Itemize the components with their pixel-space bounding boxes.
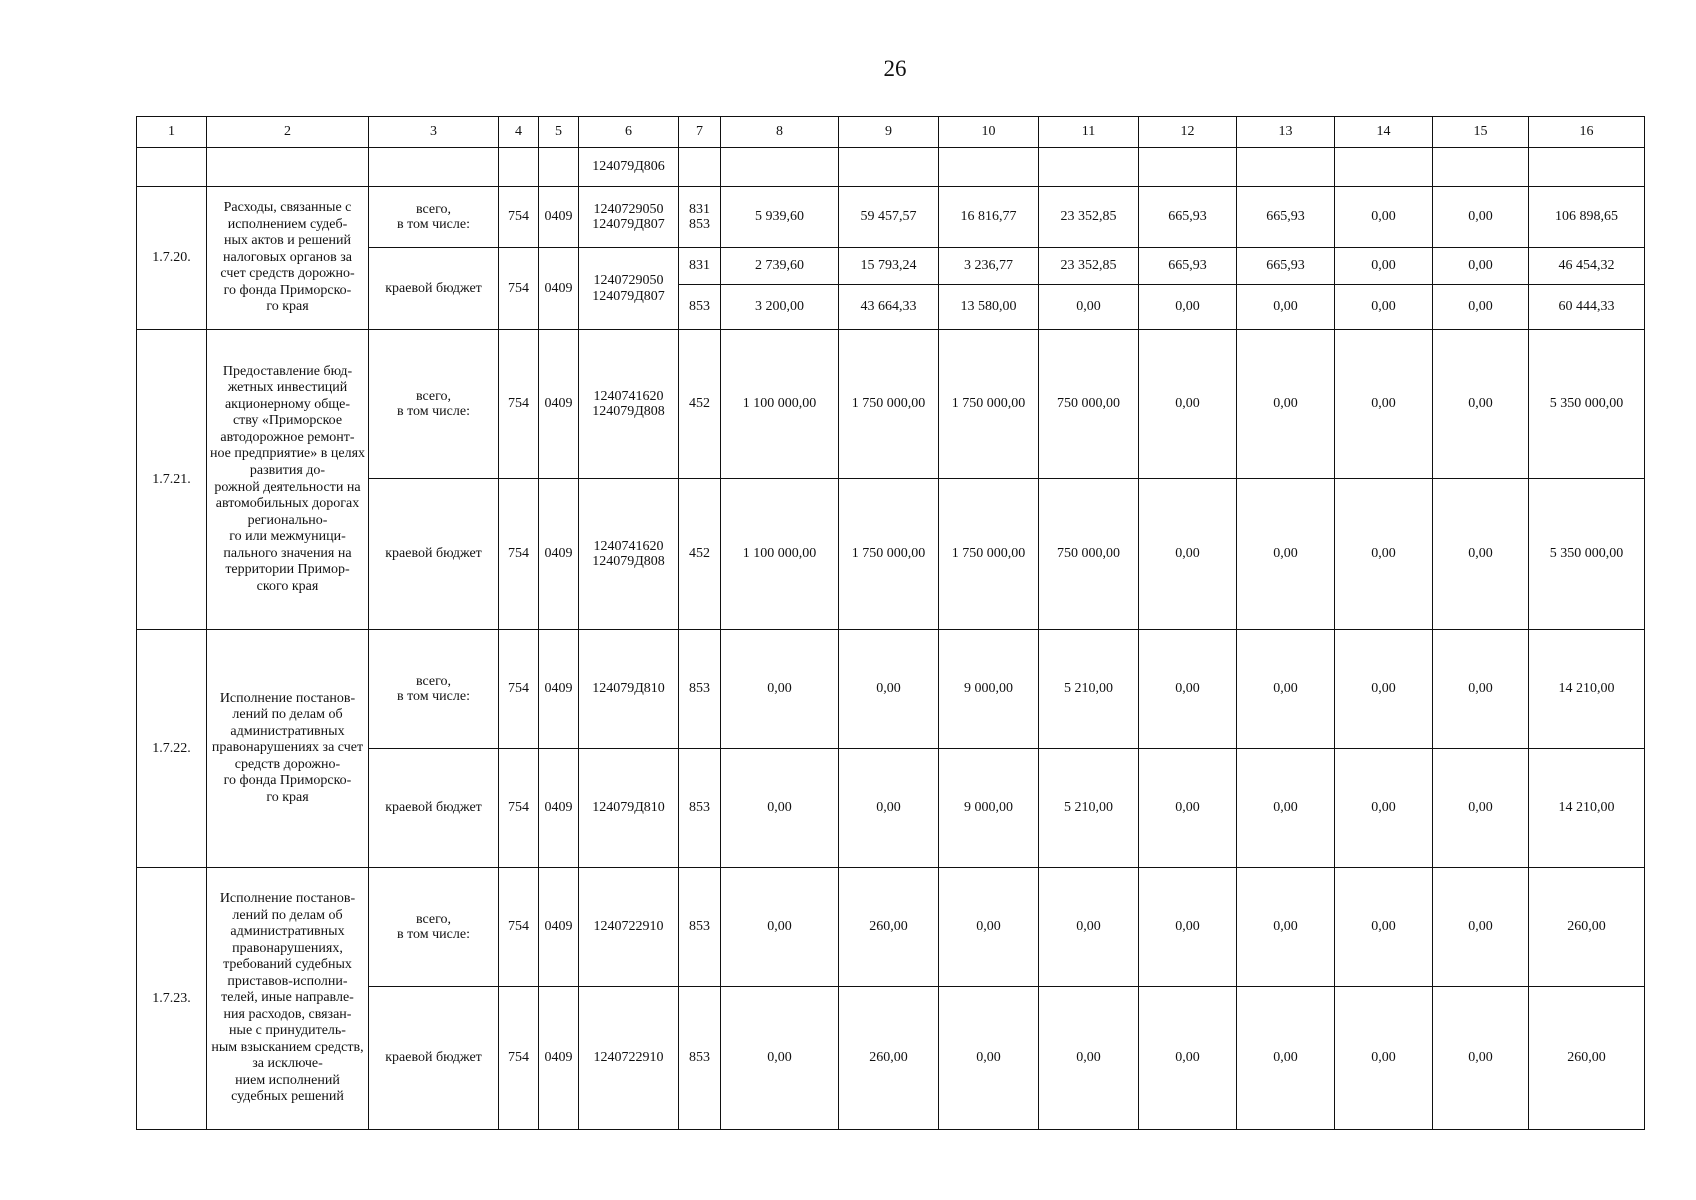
item-number: 1.7.23. [137,868,207,1130]
value-cell: 665,93 [1237,187,1335,248]
cell: 0409 [539,987,579,1130]
cell: 0409 [539,868,579,987]
value-cell: 0,00 [1335,479,1433,630]
column-header: 4 [499,117,539,148]
item-name: Предоставление бюд- жетных инвестиций акционерному обще- ству «Приморское автодорожное ремонт- ное предприятие» в целях развития до- рожной деятельности на автомобильных дорогах регионально- го или межмуници- пального значения на территории Примор- ского края [207,330,369,630]
value-cell: 1 750 000,00 [839,330,939,479]
item-number: 1.7.21. [137,330,207,630]
value-cell: 0,00 [1433,187,1529,248]
value-cell: 5 350 000,00 [1529,479,1645,630]
cell: 1240741620 124079Д808 [579,330,679,479]
value-cell: 0,00 [1335,630,1433,749]
carry-over-code: 124079Д806 [579,148,679,187]
value-cell: 3 200,00 [721,285,839,330]
value-cell: 260,00 [1529,868,1645,987]
cell: 831 [679,248,721,285]
value-cell: 0,00 [1039,285,1139,330]
value-cell: 59 457,57 [839,187,939,248]
cell: 1240722910 [579,868,679,987]
cell: 0409 [539,749,579,868]
funding-kind: всего, в том числе: [369,187,499,248]
cell: 754 [499,479,539,630]
value-cell: 23 352,85 [1039,187,1139,248]
value-cell: 5 939,60 [721,187,839,248]
value-cell: 0,00 [1237,987,1335,1130]
value-cell: 665,93 [1139,248,1237,285]
column-header: 11 [1039,117,1139,148]
value-cell: 0,00 [1335,285,1433,330]
cell: 1240729050 124079Д807 [579,187,679,248]
cell: 853 [679,630,721,749]
value-cell: 0,00 [721,987,839,1130]
value-cell: 0,00 [1039,987,1139,1130]
funding-kind: краевой бюджет [369,987,499,1130]
value-cell: 23 352,85 [1039,248,1139,285]
value-cell: 0,00 [1039,868,1139,987]
column-header: 12 [1139,117,1237,148]
value-cell: 16 816,77 [939,187,1039,248]
cell: 0409 [539,479,579,630]
value-cell: 2 739,60 [721,248,839,285]
value-cell: 260,00 [839,987,939,1130]
value-cell: 9 000,00 [939,749,1039,868]
cell: 124079Д810 [579,749,679,868]
table-row [137,868,1645,987]
funding-kind: краевой бюджет [369,749,499,868]
cell: 0409 [539,187,579,248]
value-cell: 0,00 [1139,868,1237,987]
item-number: 1.7.22. [137,630,207,868]
value-cell: 3 236,77 [939,248,1039,285]
value-cell: 0,00 [1237,630,1335,749]
value-cell: 0,00 [721,749,839,868]
value-cell: 43 664,33 [839,285,939,330]
column-header: 16 [1529,117,1645,148]
column-header: 2 [207,117,369,148]
value-cell: 0,00 [1335,749,1433,868]
cell: 1240729050 124079Д807 [579,248,679,330]
column-header: 9 [839,117,939,148]
cell: 853 [679,749,721,868]
value-cell: 0,00 [1433,248,1529,285]
funding-kind: краевой бюджет [369,248,499,330]
value-cell: 0,00 [1237,749,1335,868]
column-header: 15 [1433,117,1529,148]
cell: 853 [679,868,721,987]
funding-kind: всего, в том числе: [369,330,499,479]
column-header: 7 [679,117,721,148]
value-cell: 1 100 000,00 [721,479,839,630]
cell: 1240741620 124079Д808 [579,479,679,630]
value-cell: 106 898,65 [1529,187,1645,248]
item-name: Расходы, связанные с исполнением судеб- ных актов и решений налоговых органов за счет средств дорожно- го фонда Приморско- го края [207,187,369,330]
value-cell: 1 750 000,00 [939,330,1039,479]
cell: 853 [679,987,721,1130]
column-header: 10 [939,117,1039,148]
value-cell: 5 350 000,00 [1529,330,1645,479]
value-cell: 1 100 000,00 [721,330,839,479]
funding-kind: всего, в том числе: [369,630,499,749]
value-cell: 0,00 [1433,630,1529,749]
value-cell: 0,00 [1335,330,1433,479]
cell: 0409 [539,630,579,749]
page-number: 26 [883,56,907,81]
value-cell: 0,00 [1139,285,1237,330]
item-name: Исполнение постанов- лений по делам об административных правонарушениях, требований судебных приставов-исполни- телей, иные направле- ния расходов, связан- ные с принудитель- ным взысканием средств, за исключе- нием исполнений судебных решений [207,868,369,1130]
value-cell: 14 210,00 [1529,630,1645,749]
value-cell: 0,00 [1433,330,1529,479]
value-cell: 0,00 [939,987,1039,1130]
value-cell: 0,00 [1335,187,1433,248]
cell: 0409 [539,248,579,330]
cell: 754 [499,630,539,749]
table-row [137,187,1645,248]
item-number: 1.7.20. [137,187,207,330]
value-cell: 260,00 [839,868,939,987]
column-header: 6 [579,117,679,148]
funding-kind: всего, в том числе: [369,868,499,987]
value-cell: 60 444,33 [1529,285,1645,330]
cell: 124079Д810 [579,630,679,749]
value-cell: 46 454,32 [1529,248,1645,285]
value-cell: 0,00 [1433,479,1529,630]
value-cell: 750 000,00 [1039,330,1139,479]
item-name: Исполнение постанов- лений по делам об административных правонарушениях за счет средств дорожно- го фонда Приморско- го края [207,630,369,868]
value-cell: 665,93 [1139,187,1237,248]
value-cell: 0,00 [839,630,939,749]
cell: 754 [499,330,539,479]
value-cell: 0,00 [839,749,939,868]
value-cell: 9 000,00 [939,630,1039,749]
value-cell: 0,00 [1237,479,1335,630]
value-cell: 665,93 [1237,248,1335,285]
value-cell: 13 580,00 [939,285,1039,330]
cell: 452 [679,479,721,630]
column-header: 5 [539,117,579,148]
value-cell: 0,00 [1433,868,1529,987]
value-cell: 0,00 [1237,285,1335,330]
table-row [137,330,1645,479]
carry-over-row [137,148,1645,187]
value-cell: 1 750 000,00 [939,479,1039,630]
cell: 754 [499,749,539,868]
cell: 754 [499,187,539,248]
value-cell: 750 000,00 [1039,479,1139,630]
value-cell: 0,00 [1139,749,1237,868]
value-cell: 0,00 [1139,987,1237,1130]
cell: 754 [499,868,539,987]
value-cell: 0,00 [1335,248,1433,285]
value-cell: 0,00 [721,630,839,749]
value-cell: 1 750 000,00 [839,479,939,630]
value-cell: 0,00 [1335,987,1433,1130]
column-number-header-row [137,117,1645,148]
budget-table [136,116,1645,1130]
cell: 0409 [539,330,579,479]
cell: 853 [679,285,721,330]
value-cell: 0,00 [1433,285,1529,330]
cell: 452 [679,330,721,479]
value-cell: 0,00 [721,868,839,987]
value-cell: 14 210,00 [1529,749,1645,868]
column-header: 14 [1335,117,1433,148]
column-header: 3 [369,117,499,148]
value-cell: 0,00 [1237,868,1335,987]
value-cell: 15 793,24 [839,248,939,285]
value-cell: 0,00 [1139,479,1237,630]
column-header: 1 [137,117,207,148]
value-cell: 0,00 [1335,868,1433,987]
value-cell: 5 210,00 [1039,749,1139,868]
value-cell: 0,00 [939,868,1039,987]
value-cell: 0,00 [1433,749,1529,868]
table-row [137,630,1645,749]
value-cell: 5 210,00 [1039,630,1139,749]
cell: 831 853 [679,187,721,248]
column-header: 8 [721,117,839,148]
value-cell: 260,00 [1529,987,1645,1130]
column-header: 13 [1237,117,1335,148]
cell: 754 [499,248,539,330]
value-cell: 0,00 [1139,330,1237,479]
funding-kind: краевой бюджет [369,479,499,630]
cell: 754 [499,987,539,1130]
value-cell: 0,00 [1237,330,1335,479]
cell: 1240722910 [579,987,679,1130]
value-cell: 0,00 [1139,630,1237,749]
value-cell: 0,00 [1433,987,1529,1130]
